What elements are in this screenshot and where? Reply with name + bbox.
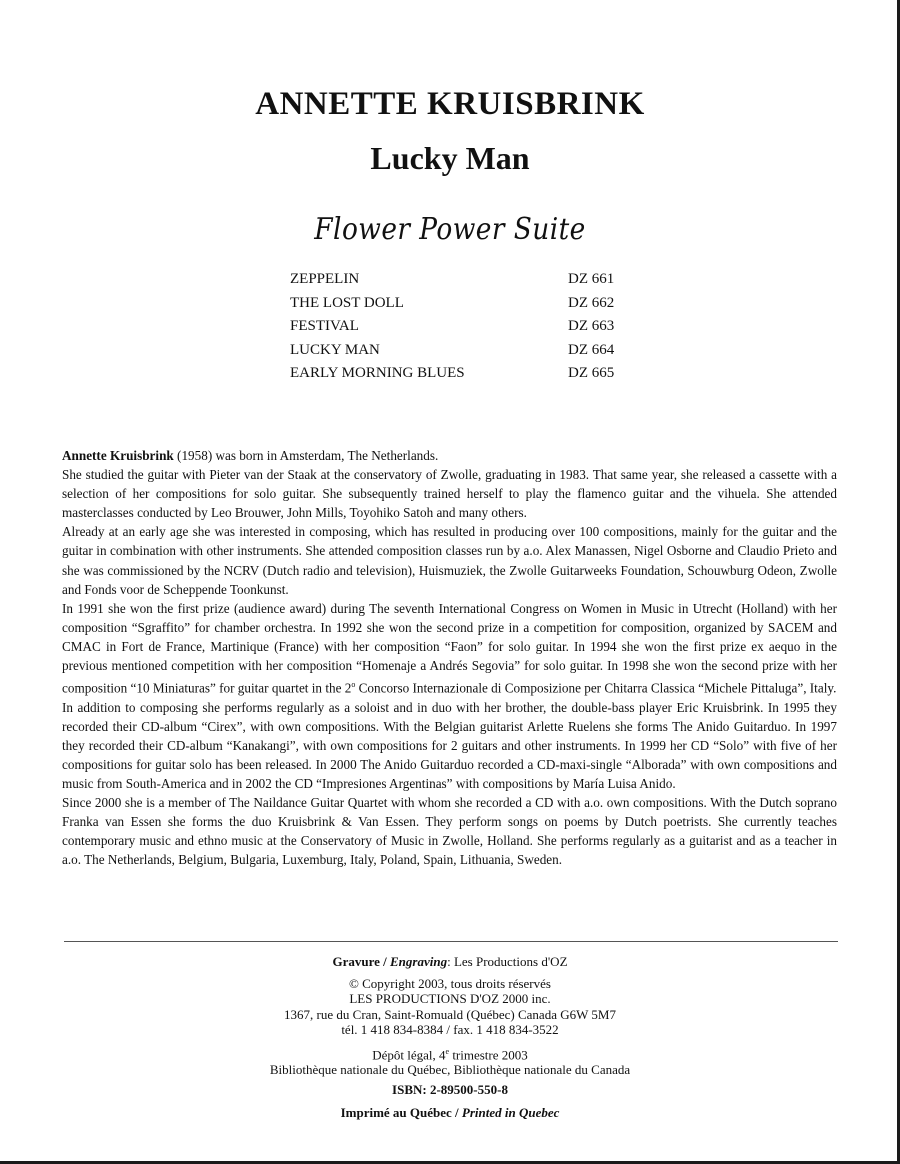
bio-name: Annette Kruisbrink xyxy=(62,448,174,463)
work-title: LUCKY MAN xyxy=(290,341,380,358)
printed-en: Printed in Quebec xyxy=(461,1105,560,1121)
engraving-value: : Les Productions d'OZ xyxy=(447,954,568,969)
credits xyxy=(0,954,900,1121)
isbn-line: ISBN: 2-89500-550-8 xyxy=(392,1081,508,1097)
work-row xyxy=(290,315,620,339)
suite-title: Flower Power Suite xyxy=(314,212,586,247)
gravure-separator: / xyxy=(379,954,391,969)
bio-intro xyxy=(62,446,837,465)
composer-name: ANNETTE KRUISBRINK xyxy=(255,86,645,122)
gravure-label: Gravure xyxy=(332,954,380,969)
publisher-name: LES PRODUCTIONS D'OZ 2000 inc. xyxy=(349,991,551,1006)
work-code: DZ 661 xyxy=(568,271,615,287)
printed-in-line xyxy=(0,1105,900,1121)
work-title: THE LOST DOLL xyxy=(290,294,404,311)
bio-intro-text: (1958) was born in Amsterdam, The Netherlands. xyxy=(173,448,439,463)
work-row xyxy=(290,339,620,363)
legal-deposit-text: Dépôt légal, 4 xyxy=(372,1046,446,1062)
work-code: DZ 664 xyxy=(568,341,615,358)
copyright-line: © Copyright 2003, tous droits réservés xyxy=(349,975,551,991)
work-row xyxy=(290,268,620,292)
engraving-credit xyxy=(0,954,900,970)
printed-fr: Imprimé au Québec xyxy=(340,1105,452,1121)
publisher-phone: tél. 1 418 834-8384 / fax. 1 418 834-3522 xyxy=(341,1022,559,1037)
work-title: FESTIVAL xyxy=(290,318,359,334)
works-list xyxy=(290,268,620,386)
bio-paragraph-studies: She studied the guitar with Pieter van der Staak at the conservatory of Zwolle, graduating in 1983. That same year, she released a cassette with a selection of her compositions for solo guitar. She subsequently trained herself to play the flamenco guitar and the vihuela. She attended masterclasses conducted by Leo Brouwer, John Mills, Toyohiko Satoh and many others. xyxy=(62,467,837,521)
bio-paragraph-performing: In addition to composing she performs regularly as a soloist and in duo with her brother, the double-bass player Eric Kruisbrink. In 1995 they recorded their CD-album “Cirex”, with own compositions. With the Belgian guitarist Arlette Ruelens she forms The Anido Guitarduo. In 1997 they recorded their CD-album “Kanakangi”, with own compositions for 2 guitars and other instruments. In 1999 her CD “Solo” with five of her compositions for guitar solo has been released. In 2000 The Anido Guitarduo recorded a CD-maxi-single “Alborada” with own compositions and music from South-America and in 2002 the CD “Impresiones Argentinas” with compositions by María Luisa Anido. xyxy=(62,699,837,791)
printed-separator: / xyxy=(451,1105,462,1121)
bio-prizes-text-end: Concorso Internazionale di Composizione per Chitarra Classica “Michele Pittaluga”, Italy. xyxy=(355,680,837,696)
bio-prizes-text: In 1991 she won the first prize (audience award) during The seventh International Congress on Women in Music in Utrecht (Holland) with her composition “Sgraffito” for chamber orchestra. In 1992 she won the second prize in a competition for composition, organized by SACEM and CMAC in Fort de France, Martinique (France) with her composition “Faon” for solo guitar. In 1994 she won the first prize ex aequo in the previous mentioned competition with her composition “Homenaje a Andrés Segovia” for solo guitar. In 1998 she won the second prize with her composition “10 Miniaturas” for guitar quartet in the 2 xyxy=(62,600,837,696)
libraries-line: Bibliothèque nationale du Québec, Bibliothèque nationale du Canada xyxy=(269,1062,631,1078)
work-row xyxy=(290,292,620,316)
work-code: DZ 663 xyxy=(568,318,615,334)
work-code: DZ 662 xyxy=(568,294,615,311)
legal-deposit-ordinal: e xyxy=(445,1046,450,1056)
work-row xyxy=(290,362,620,386)
legal-deposit xyxy=(0,1044,900,1063)
bio-paragraph-quartet: Since 2000 she is a member of The Naildance Guitar Quartet with whom she recorded a CD with a.o. own compositions. With the Dutch soprano Franka van Essen she forms the duo Kruisbrink & Van Essen. They perform songs on poems by Dutch poetrists. She currently teaches contemporary music and ethno music at the Conservatory of Music in Zwolle, Holland. She performs regularly as a guitarist and as a teacher in a.o. The Netherlands, Belgium, Bulgaria, Luxemburg, Italy, Poland, Spain, Lithuania, Sweden. xyxy=(62,795,837,868)
publisher-address: 1367, rue du Cran, Saint-Romuald (Québec) Canada G6W 5M7 xyxy=(284,1006,616,1022)
work-title: EARLY MORNING BLUES xyxy=(290,365,465,381)
engraving-label: Engraving xyxy=(390,954,448,969)
biography xyxy=(62,446,837,869)
piece-title: Lucky Man xyxy=(370,140,530,176)
divider-line xyxy=(64,941,838,942)
bio-paragraph-composing: Already at an early age she was interested in composing, which has resulted in producing over 100 compositions, mainly for the guitar and the guitar in combination with other instruments. She attended composition classes run by a.o. Alex Manassen, Nigel Osborne and Claudio Prieto and she was commissioned by the NCRV (Dutch radio and television), Huismuziek, the Zwolle Guitarweeks Foundation, Schouwburg Odeon, Zwolle and Fonds voor de Scheppende Toonkunst. xyxy=(62,524,837,597)
legal-deposit-text-end: trimestre 2003 xyxy=(449,1046,528,1062)
bio-prizes-ordinal: o xyxy=(351,680,356,690)
work-title: ZEPPELIN xyxy=(290,271,360,287)
bio-paragraph-prizes xyxy=(62,599,837,698)
work-code: DZ 665 xyxy=(568,365,615,381)
